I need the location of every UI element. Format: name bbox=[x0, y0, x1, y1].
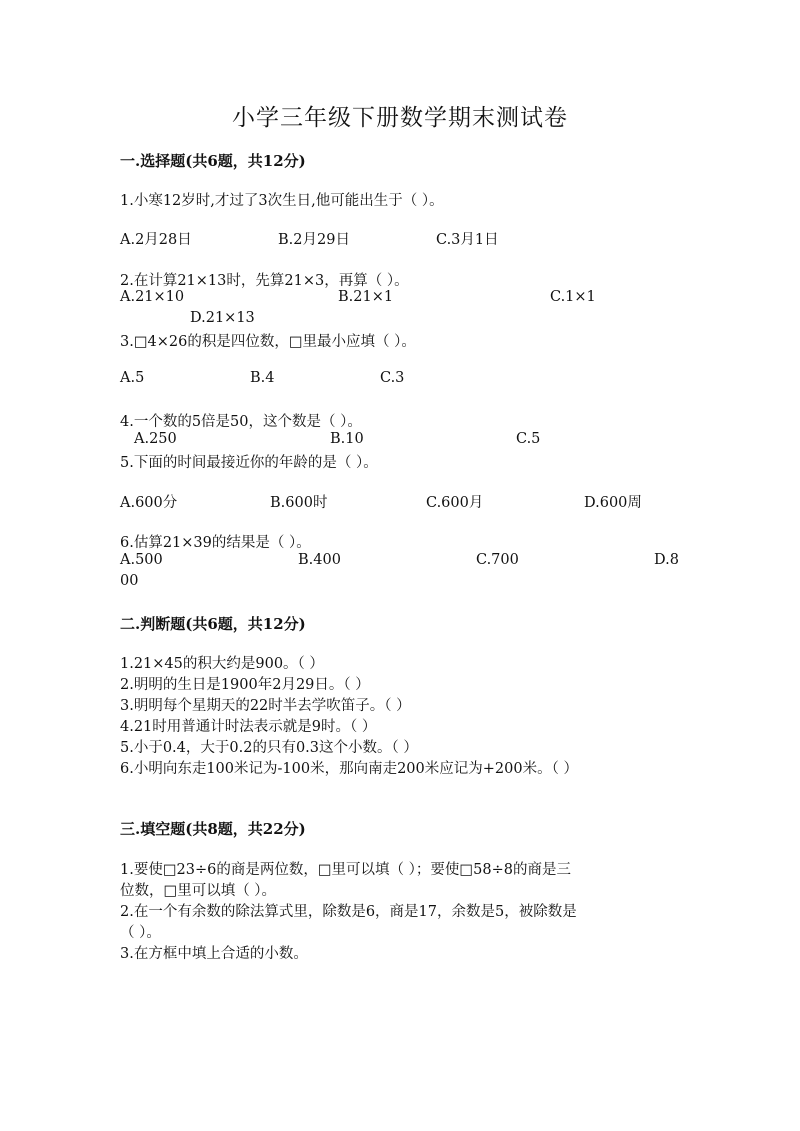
fill-question-1-cont: 位数，□里可以填（ ）。 bbox=[120, 883, 277, 899]
option-d: D.600周 bbox=[584, 495, 642, 511]
option-a: A.600分 bbox=[120, 495, 178, 511]
option-a: A.500 bbox=[120, 552, 163, 568]
option-c: C.600月 bbox=[426, 495, 484, 511]
section-heading-judgment: 二.判断题(共6题，共12分) bbox=[120, 615, 306, 633]
section-heading-fill: 三.填空题(共8题，共22分) bbox=[120, 820, 306, 838]
option-b: B.400 bbox=[298, 552, 341, 568]
option-b: B.600时 bbox=[270, 495, 328, 511]
fill-question-2-cont: （ ）。 bbox=[120, 925, 161, 941]
judgment-item: 5.小于0.4，大于0.2的只有0.3这个小数。（ ） bbox=[120, 740, 418, 756]
option-d: D.8 bbox=[654, 552, 679, 568]
question-1-6: 6.估算21×39的结果是（ ）。 bbox=[120, 535, 311, 551]
option-d-wrap: 00 bbox=[120, 573, 139, 589]
fill-question-1: 1.要使□23÷6的商是两位数，□里可以填（ ）；要使□58÷8的商是三 bbox=[120, 862, 571, 878]
question-1-5: 5.下面的时间最接近你的年龄的是（ ）。 bbox=[120, 455, 378, 471]
option-c: C.1×1 bbox=[550, 289, 596, 305]
judgment-item: 3.明明每个星期天的22时半去学吹笛子。（ ） bbox=[120, 698, 411, 714]
question-1-3: 3.□4×26的积是四位数，□里最小应填（ ）。 bbox=[120, 334, 416, 350]
option-b: B.2月29日 bbox=[278, 232, 350, 248]
page-title: 小学三年级下册数学期末测试卷 bbox=[232, 105, 568, 131]
judgment-item: 2.明明的生日是1900年2月29日。（ ） bbox=[120, 677, 370, 693]
option-c: C.5 bbox=[516, 431, 541, 447]
option-a: A.2月28日 bbox=[120, 232, 192, 248]
option-c: C.3月1日 bbox=[436, 232, 499, 248]
option-b: B.21×1 bbox=[338, 289, 394, 305]
option-c: C.3 bbox=[380, 370, 405, 386]
question-1-1: 1.小寒12岁时,才过了3次生日,他可能出生于（ ）。 bbox=[120, 193, 444, 209]
option-a: A.21×10 bbox=[120, 289, 185, 305]
judgment-item: 1.21×45的积大约是900。（ ） bbox=[120, 656, 324, 672]
section-heading-choice: 一.选择题(共6题，共12分) bbox=[120, 152, 306, 170]
option-b: B.10 bbox=[330, 431, 364, 447]
fill-question-3: 3.在方框中填上合适的小数。 bbox=[120, 946, 308, 962]
question-1-4: 4.一个数的5倍是50，这个数是（ ）。 bbox=[120, 414, 362, 430]
option-c: C.700 bbox=[476, 552, 519, 568]
judgment-item: 4.21时用普通计时法表示就是9时。（ ） bbox=[120, 719, 377, 735]
question-1-2: 2.在计算21×13时，先算21×3，再算（ ）。 bbox=[120, 273, 409, 289]
fill-question-2: 2.在一个有余数的除法算式里，除数是6，商是17，余数是5，被除数是 bbox=[120, 904, 577, 920]
option-d: D.21×13 bbox=[190, 310, 255, 326]
option-a: A.250 bbox=[134, 431, 177, 447]
option-b: B.4 bbox=[250, 370, 275, 386]
option-a: A.5 bbox=[120, 370, 145, 386]
judgment-item: 6.小明向东走100米记为-100米，那向南走200米应记为+200米。（ ） bbox=[120, 761, 578, 777]
